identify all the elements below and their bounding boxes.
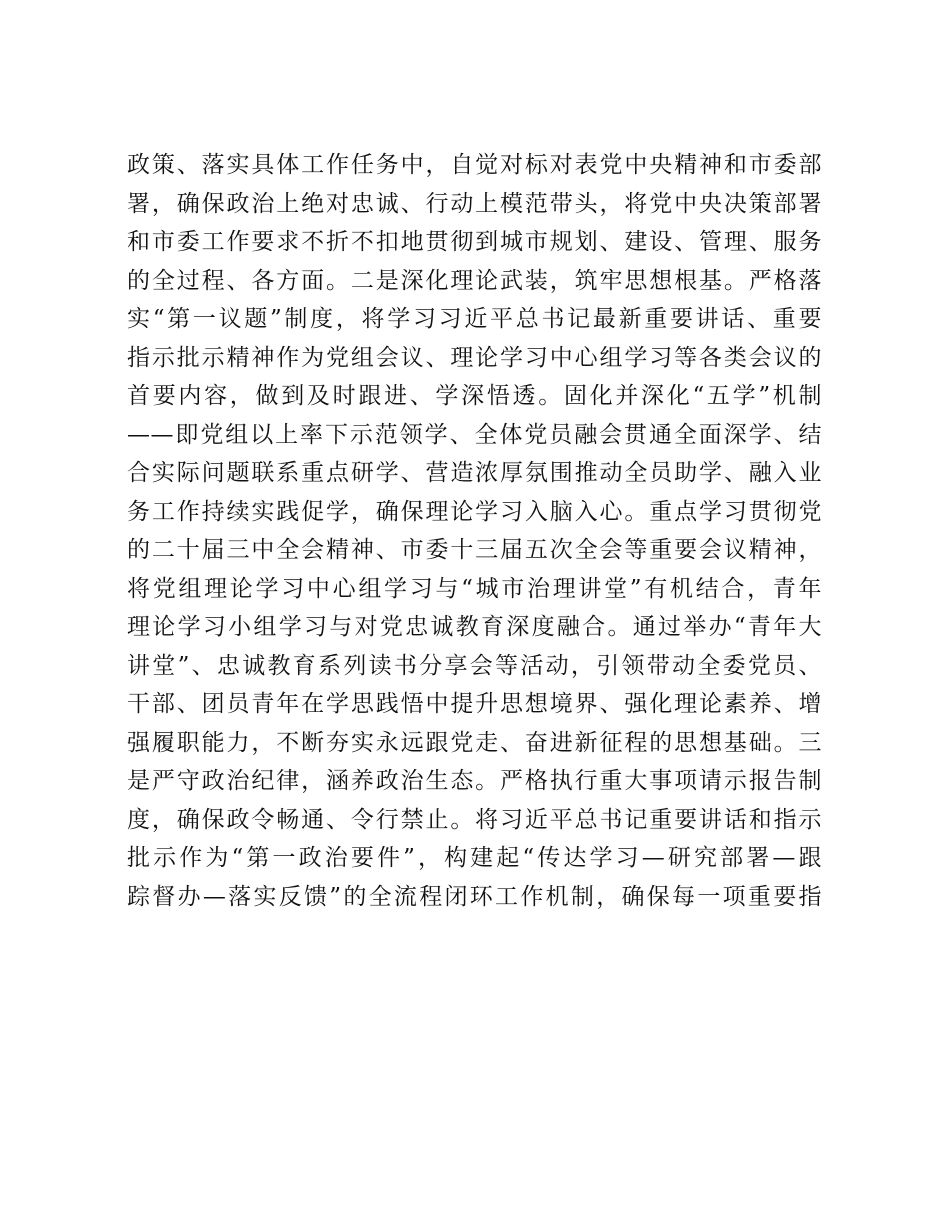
text-line: 首要内容，做到及时跟进、学深悟透。固化并深化“五学”机制 xyxy=(127,383,822,409)
text-line: 政策、落实具体工作任务中，自觉对标对表党中央精神和市委部 xyxy=(127,152,822,178)
text-line: 署，确保政治上绝对忠诚、行动上模范带头，将党中央决策部署 xyxy=(127,190,822,217)
text-line: 踪督办—落实反馈”的全流程闭环工作机制，确保每一项重要指 xyxy=(127,883,822,910)
text-line: 理论学习小组学习与对党忠诚教育深度融合。通过举办“青年大 xyxy=(127,614,822,640)
text-line: 强履职能力，不断夯实永远跟党走、奋进新征程的思想基础。三 xyxy=(127,729,822,756)
body-text xyxy=(127,146,822,916)
text-line: 的二十届三中全会精神、市委十三届五次全会等重要会议精神， xyxy=(127,537,822,563)
text-line: 务工作持续实践促学，确保理论学习入脑入心。重点学习贯彻党 xyxy=(127,498,822,525)
text-line: 将党组理论学习中心组学习与“城市治理讲堂”有机结合，青年 xyxy=(127,575,822,602)
text-line: ——即党组以上率下示范领学、全体党员融会贯通全面深学、结 xyxy=(127,421,822,448)
text-line: 和市委工作要求不折不扣地贯彻到城市规划、建设、管理、服务 xyxy=(127,229,822,255)
text-line: 干部、团员青年在学思践悟中提升思想境界、强化理论素养、增 xyxy=(127,691,822,717)
text-line: 是严守政治纪律，涵养政治生态。严格执行重大事项请示报告制 xyxy=(127,768,822,794)
text-line: 度，确保政令畅通、令行禁止。将习近平总书记重要讲话和指示 xyxy=(127,806,822,833)
text-line: 实“第一议题”制度，将学习习近平总书记最新重要讲话、重要 xyxy=(127,306,822,332)
text-line: 批示作为“第一政治要件”，构建起“传达学习—研究部署—跟 xyxy=(127,845,822,871)
text-line: 讲堂”、忠诚教育系列读书分享会等活动，引领带动全委党员、 xyxy=(127,652,822,679)
text-line: 指示批示精神作为党组会议、理论学习中心组学习等各类会议的 xyxy=(127,344,822,371)
text-line: 的全过程、各方面。二是深化理论武装，筑牢思想根基。严格落 xyxy=(127,267,822,294)
text-line: 合实际问题联系重点研学、营造浓厚氛围推动全员助学、融入业 xyxy=(127,460,822,486)
